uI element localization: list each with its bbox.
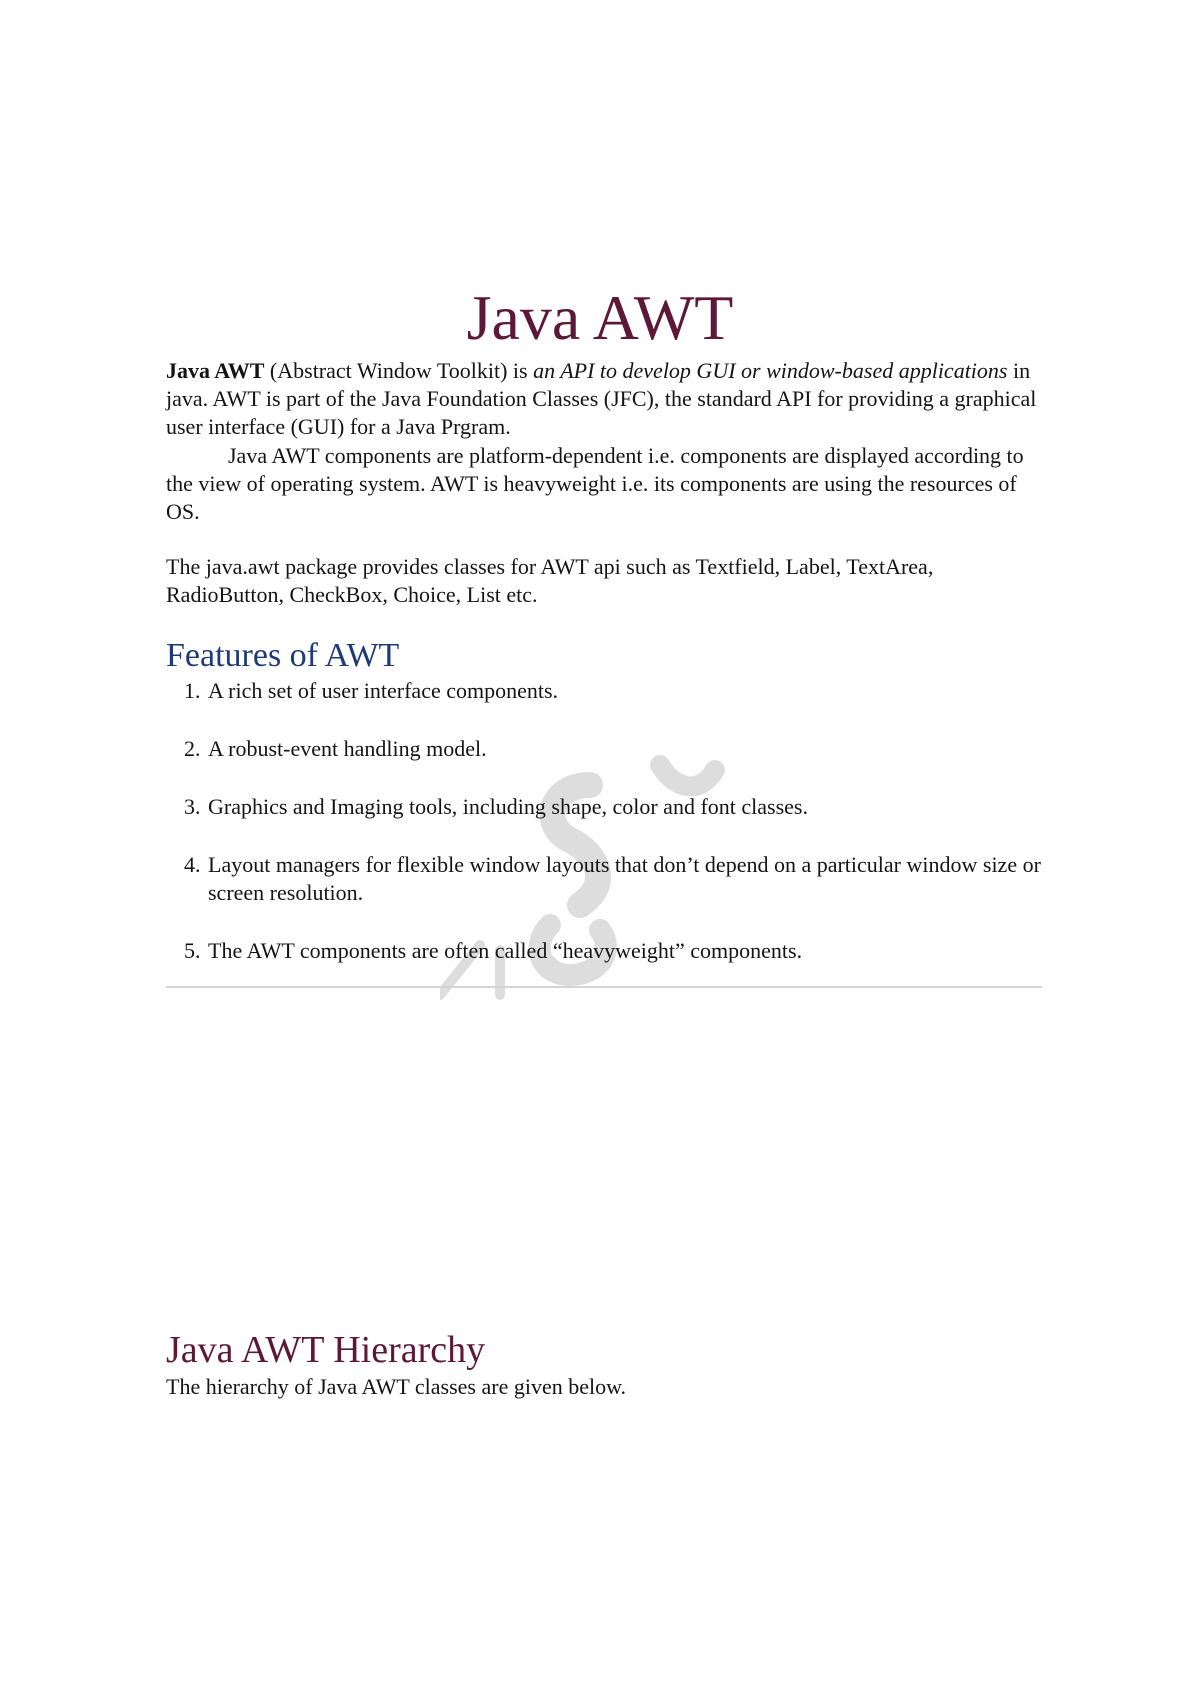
feature-item-1: [166, 677, 1046, 705]
feature-item-4: [166, 851, 1046, 907]
feature-text: The AWT components are often called “heavyweight” components.: [208, 938, 803, 963]
intro-text-part1: (Abstract Window Toolkit) is: [264, 358, 534, 383]
feature-number: 2.: [184, 736, 201, 761]
package-paragraph: The java.awt package provides classes for AWT api such as Textfield, Label, TextArea, RadioButton, CheckBox, Choice, List etc.: [166, 554, 934, 607]
intro-text-part2: in java. AWT is part of the Java Foundation Classes (JFC), the standard API for providing a graphical user interface (GUI) for a Java Prgram.: [166, 358, 1037, 439]
feature-item-5: [166, 937, 1046, 965]
intro-term: Java AWT: [166, 358, 265, 383]
intro-paragraph: [166, 357, 1046, 441]
feature-text: A robust-event handling model.: [208, 736, 487, 761]
section-divider: [166, 986, 1042, 988]
feature-number: 3.: [184, 794, 201, 819]
feature-text: Graphics and Imaging tools, including shape, color and font classes.: [208, 794, 808, 819]
hierarchy-heading: Java AWT Hierarchy: [166, 1329, 486, 1371]
features-heading: Features of AWT: [166, 637, 400, 674]
hierarchy-paragraph: The hierarchy of Java AWT classes are given below.: [166, 1374, 627, 1399]
features-list: [166, 677, 1046, 995]
feature-text: A rich set of user interface components.: [208, 678, 559, 703]
feature-item-3: [166, 793, 1046, 821]
feature-number: 4.: [184, 852, 201, 877]
feature-item-2: [166, 735, 1046, 763]
feature-text: Layout managers for flexible window layouts that don’t depend on a particular window size or screen resolution.: [208, 852, 1041, 905]
intro-emphasis: an API to develop GUI or window-based applications: [533, 358, 1008, 383]
feature-number: 1.: [184, 678, 201, 703]
platform-paragraph: Java AWT components are platform-dependent i.e. components are displayed according to the view of operating system. AWT is heavyweight i.e. its components are using the resources of OS.: [166, 443, 1024, 524]
page-title: Java AWT: [466, 282, 734, 353]
feature-number: 5.: [184, 938, 201, 963]
